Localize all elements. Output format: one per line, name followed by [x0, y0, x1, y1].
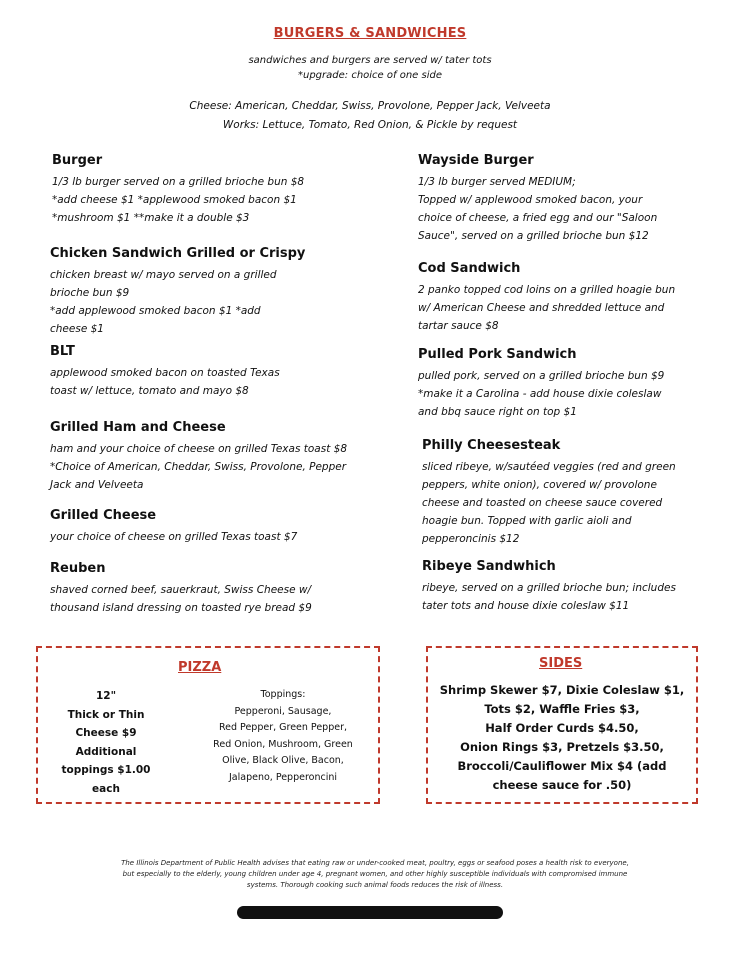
- item-desc-line: chicken breast w/ mayo served on a grilled: [50, 269, 277, 281]
- item-desc-line: brioche bun $9: [50, 287, 130, 299]
- toppings-line: Toppings:: [260, 689, 306, 700]
- item-desc-line: hoagie bun. Topped with garlic aioli and: [422, 515, 632, 527]
- toppings-line: Jalapeno, Pepperoncini: [228, 771, 338, 783]
- sides-line: Shrimp Skewer $7, Dixie Coleslaw $1,: [439, 683, 685, 697]
- sides-line: cheese sauce for .50): [492, 778, 632, 792]
- toppings-line: Red Onion, Mushroom, Green: [213, 738, 353, 750]
- item-desc-line: *mushroom $1 **make it a double $3: [52, 212, 250, 224]
- upgrade-note: *upgrade: choice of one side: [298, 70, 442, 81]
- pizza-info-line: each: [92, 782, 120, 795]
- item-desc-line: Sauce", served on a grilled brioche bun $12: [418, 230, 649, 242]
- menu-item-cod-sandwich: [418, 260, 675, 335]
- sides-line: Tots $2, Waffle Fries $3,: [484, 702, 640, 716]
- item-desc-line: pepperoncinis $12: [422, 533, 520, 545]
- item-name: BLT: [50, 344, 75, 359]
- toppings-line: Olive, Black Olive, Bacon,: [222, 755, 344, 766]
- item-name: Ribeye Sandwhich: [422, 559, 556, 574]
- item-desc-line: pulled pork, served on a grilled brioche bun $9: [418, 370, 665, 382]
- item-desc-line: tater tots and house dixie coleslaw $11: [422, 600, 630, 612]
- item-desc-line: thousand island dressing on toasted rye bread $9: [50, 602, 312, 614]
- home-indicator-bar[interactable]: [237, 906, 503, 919]
- item-name: Cod Sandwich: [418, 261, 521, 276]
- item-desc-line: Topped w/ applewood smoked bacon, your: [418, 194, 643, 206]
- item-name: Chicken Sandwich Grilled or Crispy: [50, 246, 306, 261]
- sides-line: Onion Rings $3, Pretzels $3.50,: [460, 740, 664, 754]
- item-desc-line: and bbq sauce right on top $1: [418, 406, 577, 418]
- served-with-note: sandwiches and burgers are served w/ tater tots: [248, 55, 492, 66]
- item-desc-line: 2 panko topped cod loins on a grilled hoagie bun: [418, 284, 676, 296]
- pizza-info: [52, 687, 160, 798]
- item-desc-line: sliced ribeye, w/sautéed veggies (red and green: [422, 461, 676, 473]
- sides-list: [430, 681, 694, 795]
- pizza-toppings: [190, 687, 376, 786]
- item-desc-line: *add applewood smoked bacon $1 *add: [50, 305, 261, 317]
- pizza-title: PIZZA: [178, 660, 222, 675]
- disclaimer-line: The Illinois Department of Public Health advises that eating raw or under-cooked meat, poultry, eggs or seafood poses a health risk to everyone,: [121, 859, 629, 867]
- item-name: Burger: [52, 153, 103, 168]
- menu-item-pulled-pork-sandwich: [418, 346, 664, 421]
- item-desc-line: shaved corned beef, sauerkraut, Swiss Cheese w/: [50, 584, 312, 596]
- disclaimer-line: but especially to the elderly, young children under age 4, pregnant women, and other highly susceptible individuals with compromised immune: [122, 870, 628, 878]
- disclaimer-line: systems. Thorough cooking such animal foods reduces the risk of illness.: [246, 881, 504, 889]
- item-desc-line: ribeye, served on a grilled brioche bun; includes: [422, 582, 676, 594]
- toppings-line: Pepperoni, Sausage,: [234, 705, 332, 717]
- item-desc-line: your choice of cheese on grilled Texas toast $7: [50, 531, 298, 543]
- cheese-options: Cheese: American, Cheddar, Swiss, Provolone, Pepper Jack, Velveeta: [189, 100, 551, 112]
- item-desc-line: *Choice of American, Cheddar, Swiss, Provolone, Pepper: [50, 461, 347, 473]
- pizza-info-line: Thick or Thin: [67, 708, 145, 721]
- item-desc-line: toast w/ lettuce, tomato and mayo $8: [50, 385, 249, 397]
- pizza-info-line: 12": [95, 690, 117, 702]
- menu-item-blt: [50, 343, 280, 400]
- item-desc-line: 1/3 lb burger served MEDIUM;: [418, 176, 576, 188]
- pizza-info-line: toppings $1.00: [61, 764, 151, 776]
- section-title: BURGERS & SANDWICHES: [273, 26, 467, 41]
- pizza-info-line: Additional: [75, 745, 137, 758]
- item-name: Pulled Pork Sandwich: [418, 347, 577, 362]
- sides-line: Broccoli/Cauliflower Mix $4 (add: [457, 759, 667, 773]
- item-name: Reuben: [50, 561, 106, 576]
- sides-line: Half Order Curds $4.50,: [485, 721, 639, 735]
- pizza-info-line: Cheese $9: [75, 727, 137, 739]
- item-desc-line: *add cheese $1 *applewood smoked bacon $1: [52, 194, 297, 206]
- item-name: Grilled Cheese: [50, 508, 157, 523]
- menu-item-reuben: [50, 560, 312, 617]
- item-desc-line: applewood smoked bacon on toasted Texas: [50, 367, 280, 379]
- item-name: Philly Cheesesteak: [422, 438, 561, 453]
- toppings-line: Red Pepper, Green Pepper,: [218, 722, 347, 733]
- item-desc-line: choice of cheese, a fried egg and our "Saloon: [418, 212, 658, 224]
- menu-item-grilled-ham-and-cheese: [50, 419, 347, 494]
- menu-item-chicken-sandwich: [50, 245, 305, 338]
- item-desc-line: 1/3 lb burger served on a grilled brioche bun $8: [52, 176, 305, 188]
- item-name: Wayside Burger: [418, 153, 534, 168]
- menu-item-ribeye-sandwich: [422, 558, 676, 615]
- item-desc-line: Jack and Velveeta: [50, 479, 144, 491]
- menu-item-philly-cheesesteak: [422, 437, 676, 548]
- item-desc-line: tartar sauce $8: [418, 320, 499, 332]
- item-desc-line: w/ American Cheese and shredded lettuce and: [418, 302, 665, 314]
- item-desc-line: peppers, white onion), covered w/ provolone: [422, 479, 657, 491]
- item-desc-line: ham and your choice of cheese on grilled Texas toast $8: [50, 443, 348, 455]
- health-disclaimer: [80, 858, 670, 891]
- menu-item-grilled-cheese: [50, 507, 297, 546]
- item-desc-line: *make it a Carolina - add house dixie coleslaw: [418, 388, 662, 400]
- menu-item-burger: [52, 152, 304, 227]
- works-options: Works: Lettuce, Tomato, Red Onion, & Pickle by request: [222, 119, 518, 131]
- sides-title: SIDES: [539, 656, 583, 671]
- menu-item-wayside-burger: [418, 152, 657, 245]
- item-name: Grilled Ham and Cheese: [50, 420, 226, 435]
- item-desc-line: cheese $1: [50, 323, 104, 335]
- item-desc-line: cheese and toasted on cheese sauce covered: [422, 497, 663, 509]
